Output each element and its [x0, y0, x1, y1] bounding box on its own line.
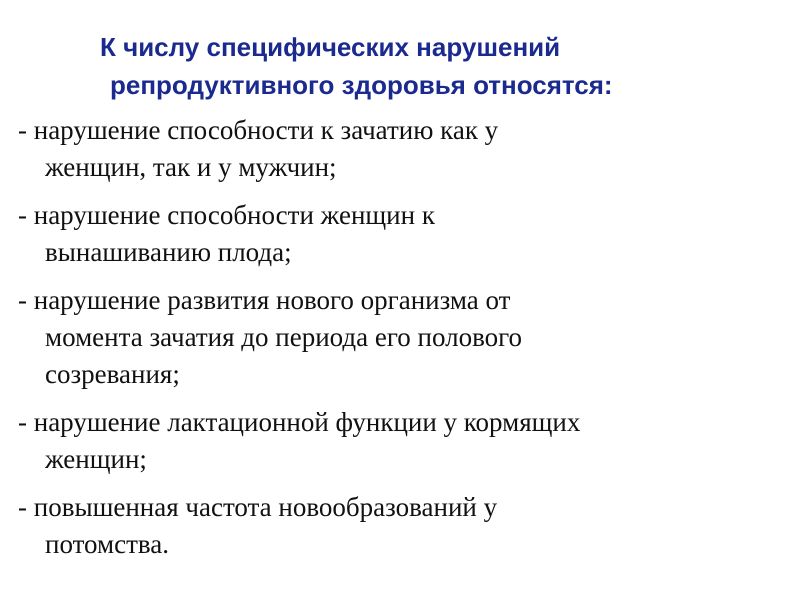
list-item-line: потомства. — [45, 529, 170, 559]
title-line: репродуктивного здоровья относятся: — [110, 70, 613, 100]
list-item-line: женщин, так и у мужчин; — [45, 152, 337, 182]
list-item-line: момента зачатия до периода его полового — [45, 322, 523, 352]
list-item — [18, 489, 788, 563]
list-item — [18, 282, 788, 393]
list-item-line: - нарушение лактационной функции у кормящих — [18, 407, 581, 437]
slide-title — [100, 28, 780, 104]
list-item — [18, 404, 788, 478]
list-item — [18, 197, 788, 271]
bullet-list — [18, 112, 788, 574]
list-item-line: женщин; — [45, 444, 147, 474]
list-item-line: вынашиванию плода; — [45, 237, 292, 267]
list-item-line: созревания; — [45, 359, 180, 389]
list-item-line: - повышенная частота новообразований у — [18, 492, 498, 522]
title-line: К числу специфических нарушений — [100, 32, 561, 62]
list-item-line: - нарушение развития нового организма от — [18, 285, 511, 315]
list-item — [18, 112, 788, 186]
list-item-line: - нарушение способности к зачатию как у — [18, 115, 499, 145]
list-item-line: - нарушение способности женщин к — [18, 200, 435, 230]
